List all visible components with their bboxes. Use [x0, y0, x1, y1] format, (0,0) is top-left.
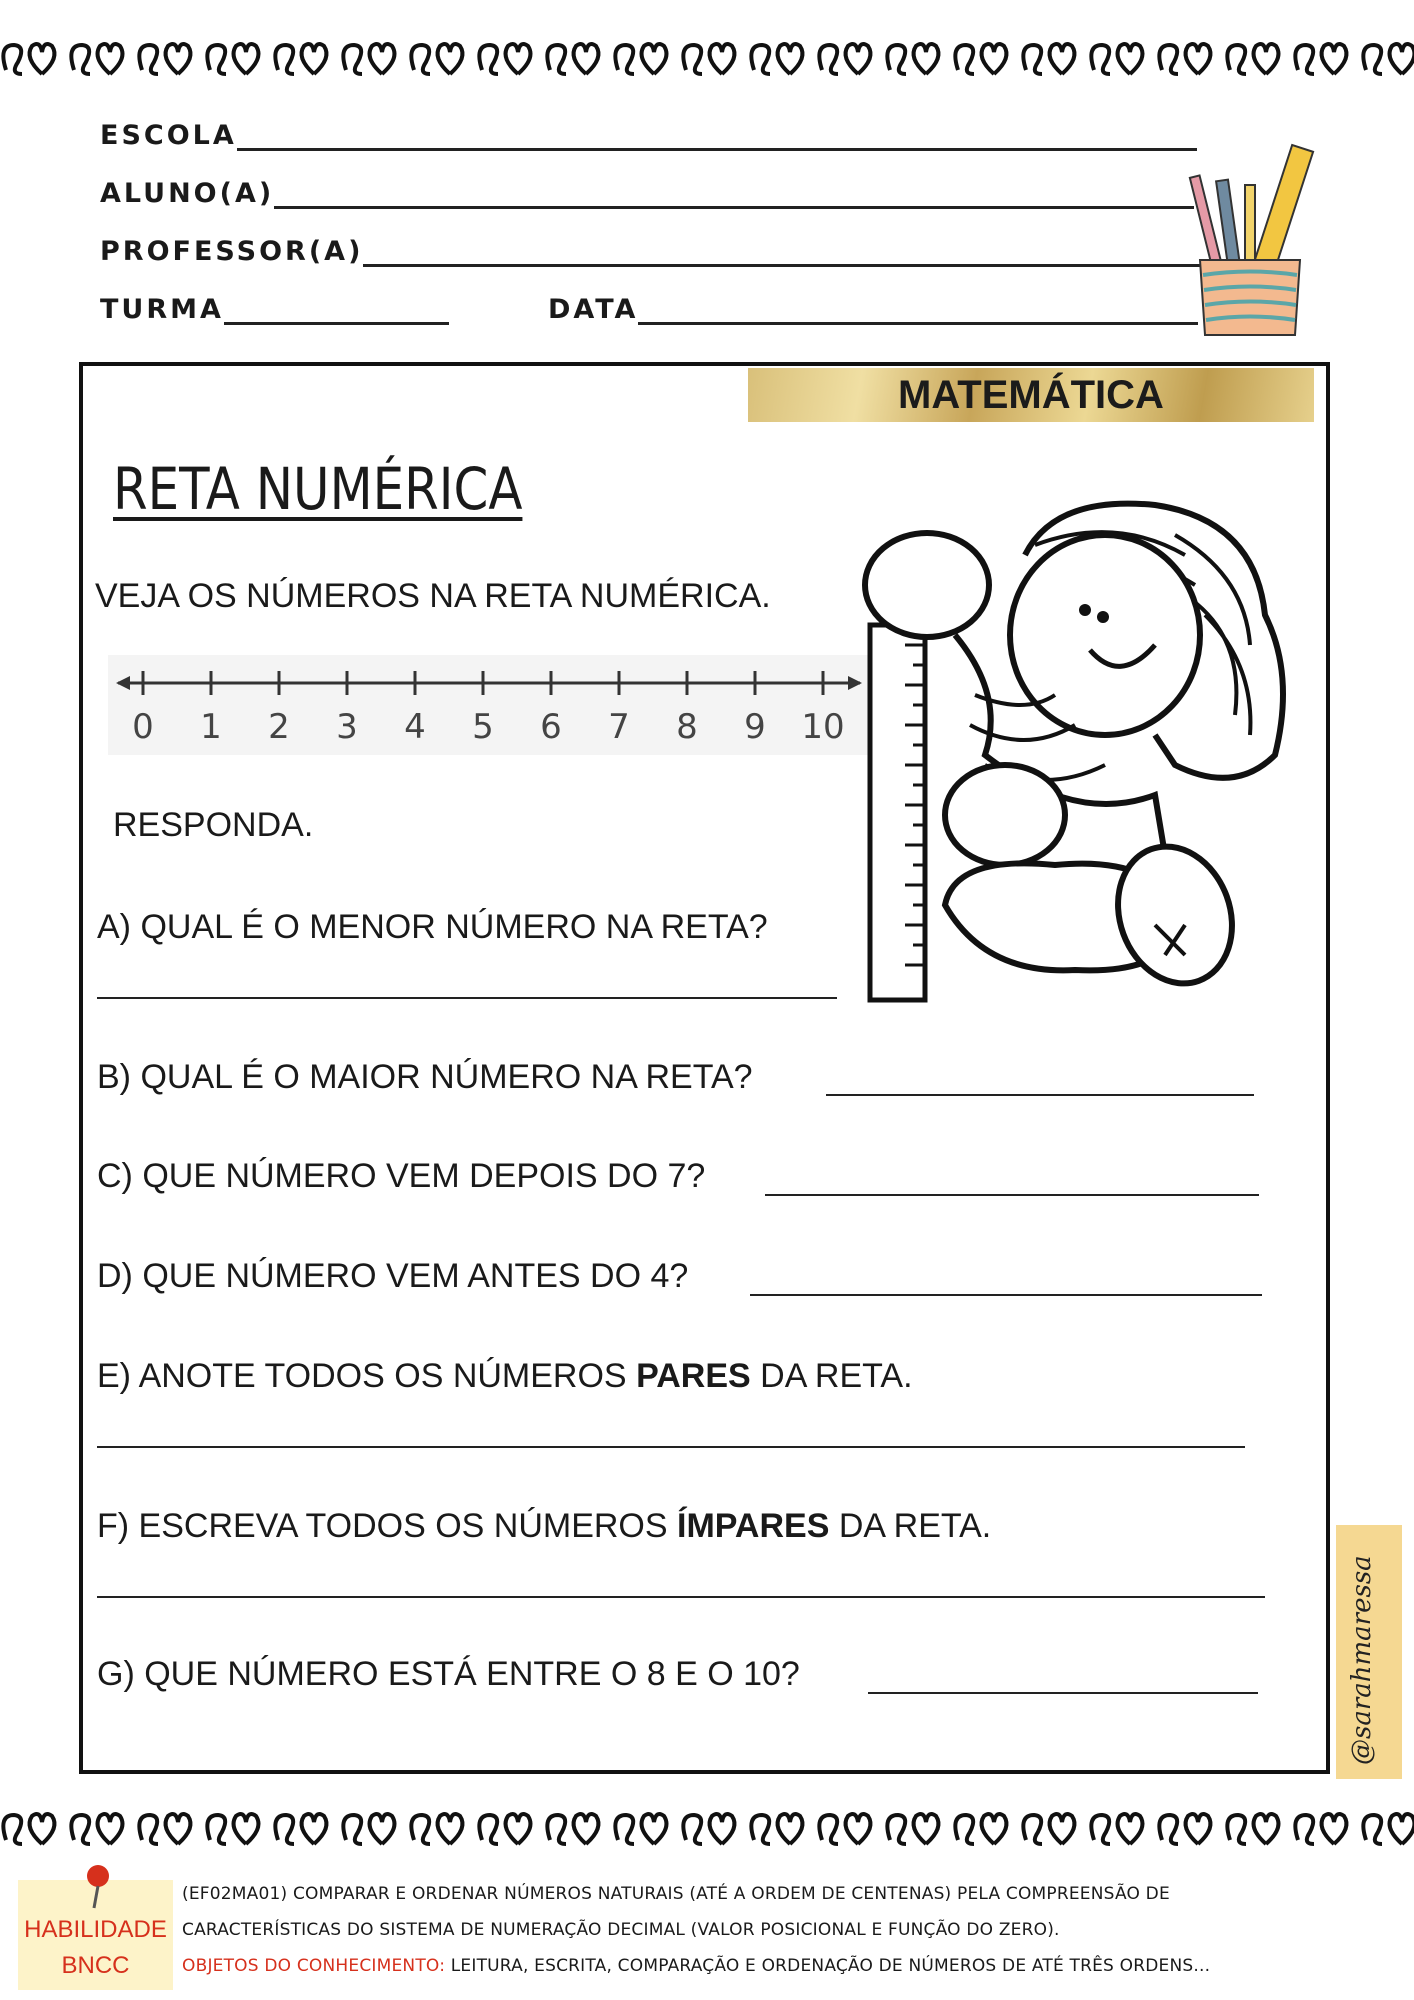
border-heart [234, 44, 259, 74]
class-label: TURMA [100, 294, 224, 325]
border-heart [1390, 44, 1414, 74]
border-heart [574, 1814, 599, 1844]
border-heart [982, 44, 1007, 74]
border-heart [30, 1814, 55, 1844]
border-heart [710, 1814, 735, 1844]
border-curl [887, 1815, 906, 1844]
question-e [97, 1357, 913, 1396]
school-blank[interactable] [237, 144, 1197, 151]
bncc-badge [18, 1880, 173, 1990]
border-heart [166, 44, 191, 74]
school-field [100, 120, 1197, 151]
objects-label: OBJETOS DO CONHECIMENTO: [182, 1956, 446, 1976]
border-curl [139, 1815, 158, 1844]
border-curl [71, 1815, 90, 1844]
border-heart [370, 1814, 395, 1844]
border-curl [1295, 1815, 1314, 1844]
border-curl [955, 45, 974, 74]
border-heart [1322, 44, 1347, 74]
objects-text: LEITURA, ESCRITA, COMPARAÇÃO E ORDENAÇÃO DE NÚMEROS DE ATÉ TRÊS ORDENS... [445, 1956, 1211, 1976]
border-heart [914, 44, 939, 74]
tick-label: 10 [801, 707, 845, 747]
tick-label: 0 [132, 707, 154, 747]
teacher-field [100, 236, 1203, 267]
school-label: ESCOLA [100, 120, 237, 151]
answer-b-line[interactable] [826, 1064, 1254, 1096]
question-f-bold: ÍMPARES [677, 1507, 830, 1545]
border-heart [1118, 1814, 1143, 1844]
border-curl [751, 45, 770, 74]
border-heart [778, 44, 803, 74]
decorative-heart-border-bottom [0, 1800, 1414, 1860]
date-field [548, 294, 1198, 325]
question-f [97, 1507, 991, 1546]
border-curl [3, 45, 22, 74]
author-handle: @sarahmaressa [1347, 1555, 1377, 1765]
border-heart [302, 1814, 327, 1844]
subject-label: MATEMÁTICA [898, 373, 1164, 417]
border-heart [846, 1814, 871, 1844]
tick-label: 5 [472, 707, 494, 747]
question-d: D) QUE NÚMERO VEM ANTES DO 4? [97, 1257, 689, 1295]
student-blank[interactable] [274, 202, 1194, 209]
border-curl [1091, 1815, 1110, 1844]
border-curl [479, 1815, 498, 1844]
border-curl [411, 1815, 430, 1844]
border-curl [1023, 1815, 1042, 1844]
border-heart [302, 44, 327, 74]
intro-text: VEJA OS NÚMEROS NA RETA NUMÉRICA. [95, 577, 771, 615]
border-curl [1227, 45, 1246, 74]
respond-heading: RESPONDA. [113, 806, 314, 844]
tick-label: 6 [540, 707, 562, 747]
border-heart [506, 44, 531, 74]
student-field [100, 178, 1194, 209]
border-curl [547, 1815, 566, 1844]
question-f-post: DA RETA. [829, 1507, 992, 1545]
border-curl [139, 45, 158, 74]
question-e-post: DA RETA. [750, 1357, 913, 1395]
border-heart [30, 44, 55, 74]
border-curl [1295, 45, 1314, 74]
answer-c-line[interactable] [765, 1164, 1259, 1196]
border-curl [71, 45, 90, 74]
question-e-bold: PARES [636, 1357, 751, 1395]
border-heart [846, 44, 871, 74]
border-curl [1023, 45, 1042, 74]
tick-label: 8 [676, 707, 698, 747]
border-heart [710, 44, 735, 74]
border-heart [166, 1814, 191, 1844]
border-curl [1091, 45, 1110, 74]
question-f-pre: F) ESCREVA TODOS OS NÚMEROS [97, 1507, 677, 1545]
tick-label: 4 [404, 707, 426, 747]
subject-tape [748, 368, 1314, 422]
question-g: G) QUE NÚMERO ESTÁ ENTRE O 8 E O 10? [97, 1655, 800, 1693]
question-b: B) QUAL É O MAIOR NÚMERO NA RETA? [97, 1058, 753, 1096]
objects-line [182, 1956, 1210, 1976]
student-label: ALUNO(A) [100, 178, 275, 209]
question-a: A) QUAL É O MENOR NÚMERO NA RETA? [97, 908, 768, 946]
tick-label: 1 [200, 707, 222, 747]
border-heart [234, 1814, 259, 1844]
border-curl [1363, 45, 1382, 74]
border-curl [1159, 45, 1178, 74]
border-curl [207, 45, 226, 74]
date-blank[interactable] [638, 318, 1198, 325]
answer-d-line[interactable] [750, 1264, 1262, 1296]
border-heart [1322, 1814, 1347, 1844]
border-heart [1390, 1814, 1414, 1844]
border-heart [370, 44, 395, 74]
border-heart [1118, 44, 1143, 74]
border-heart [574, 44, 599, 74]
border-heart [438, 44, 463, 74]
answer-e-line[interactable] [97, 1416, 1245, 1448]
border-curl [275, 45, 294, 74]
border-heart [98, 1814, 123, 1844]
border-heart [506, 1814, 531, 1844]
border-curl [547, 45, 566, 74]
border-curl [3, 1815, 22, 1844]
decorative-heart-border-top [0, 30, 1414, 90]
answer-a-line[interactable] [97, 967, 837, 999]
border-heart [438, 1814, 463, 1844]
border-heart [982, 1814, 1007, 1844]
border-curl [683, 45, 702, 74]
border-heart [98, 44, 123, 74]
answer-f-line[interactable] [97, 1566, 1265, 1598]
border-curl [1227, 1815, 1246, 1844]
border-heart [1050, 1814, 1075, 1844]
question-g-row [97, 1655, 800, 1694]
skill-line-1: (EF02MA01) COMPARAR E ORDENAR NÚMEROS NATURAIS (ATÉ A ORDEM DE CENTENAS) PELA COMPREENSÃO DE [182, 1884, 1170, 1904]
border-curl [343, 45, 362, 74]
border-curl [1363, 1815, 1382, 1844]
badge-line-2: BNCC [61, 1952, 130, 1979]
question-e-pre: E) ANOTE TODOS OS NÚMEROS [97, 1357, 637, 1395]
border-heart [1254, 44, 1279, 74]
border-curl [275, 1815, 294, 1844]
class-field [100, 294, 449, 325]
question-b-row [97, 1058, 753, 1097]
border-heart [1254, 1814, 1279, 1844]
answer-g-line[interactable] [868, 1662, 1258, 1694]
border-heart [778, 1814, 803, 1844]
border-curl [1159, 1815, 1178, 1844]
teacher-label: PROFESSOR(A) [100, 236, 364, 267]
border-curl [207, 1815, 226, 1844]
border-curl [955, 1815, 974, 1844]
worksheet-title: RETA NUMÉRICA [113, 455, 523, 523]
border-curl [683, 1815, 702, 1844]
pushpin-icon [78, 1862, 118, 1912]
badge-line-1: HABILIDADE [24, 1916, 167, 1943]
class-blank[interactable] [224, 318, 449, 325]
border-heart [642, 1814, 667, 1844]
border-curl [615, 1815, 634, 1844]
question-c: C) QUE NÚMERO VEM DEPOIS DO 7? [97, 1157, 706, 1195]
border-heart [1186, 1814, 1211, 1844]
date-label: DATA [548, 294, 639, 325]
number-line [108, 655, 868, 755]
border-heart [642, 44, 667, 74]
border-curl [819, 1815, 838, 1844]
child-with-ruler-illustration [855, 495, 1300, 1010]
border-curl [887, 45, 906, 74]
border-curl [411, 45, 430, 74]
tick-label: 3 [336, 707, 358, 747]
tick-label: 7 [608, 707, 630, 747]
border-curl [343, 1815, 362, 1844]
border-heart [1050, 44, 1075, 74]
skill-line-2: CARACTERÍSTICAS DO SISTEMA DE NUMERAÇÃO DECIMAL (VALOR POSICIONAL E FUNÇÃO DO ZERO). [182, 1920, 1060, 1940]
question-d-row [97, 1257, 688, 1296]
border-curl [479, 45, 498, 74]
border-curl [819, 45, 838, 74]
tick-label: 2 [268, 707, 290, 747]
border-heart [1186, 44, 1211, 74]
border-curl [751, 1815, 770, 1844]
border-curl [615, 45, 634, 74]
border-heart [914, 1814, 939, 1844]
pencil-cup-illustration [1185, 140, 1320, 340]
tick-label: 9 [744, 707, 766, 747]
question-c-row [97, 1157, 705, 1196]
teacher-blank[interactable] [363, 260, 1203, 267]
